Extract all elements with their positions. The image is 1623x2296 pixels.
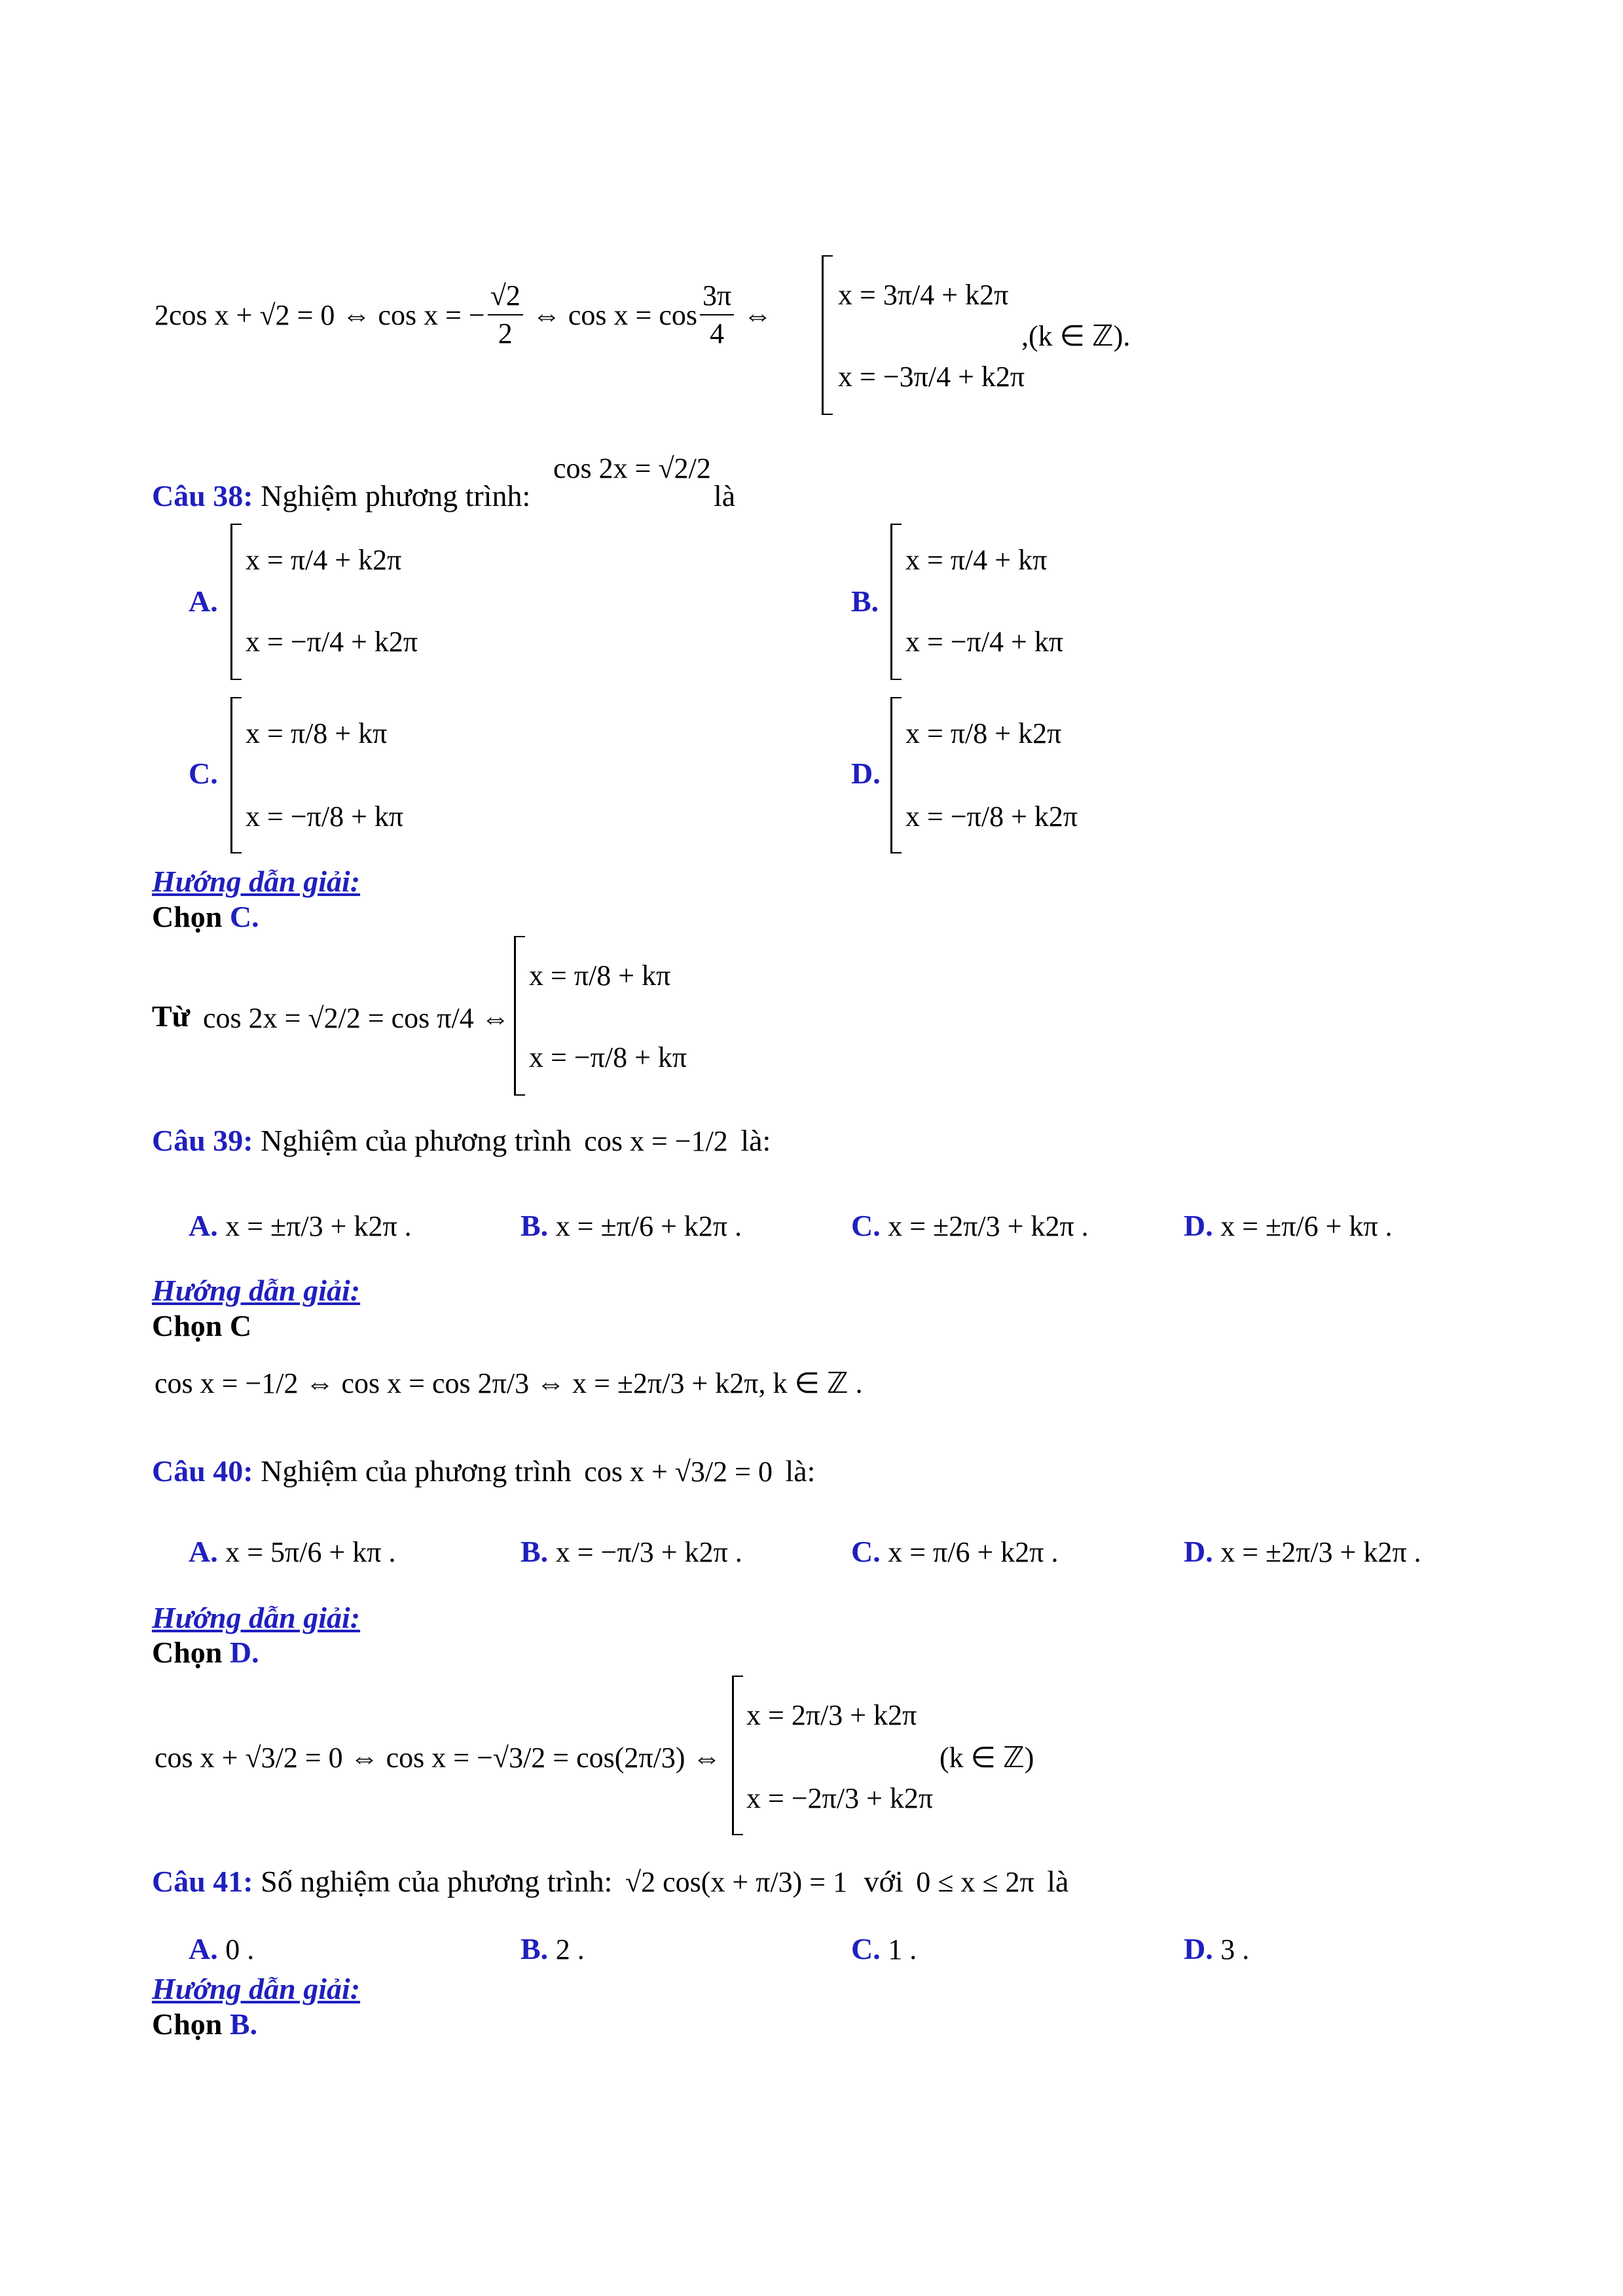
q38-option-c-case-1[interactable]: x = π/8 + kπ [246,717,388,749]
q41-label: Câu 41: [152,1865,253,1898]
q38-option-d-bracket [890,697,902,853]
q37-lhs: 2cos x + √2 = 0 ⇔ cos x = − [155,298,485,331]
q39-text: Nghiệm của phương trình [261,1124,572,1157]
q39-option-b[interactable]: B. x = ±π/6 + k2π . [520,1209,742,1242]
q40-guide-heading: Hướng dẫn giải: [152,1601,361,1634]
q40-tail: là: [785,1454,816,1488]
q41-option-b[interactable]: B. 2 . [520,1932,585,1965]
q39-choice: Chọn C [152,1309,252,1342]
q39-option-d[interactable]: D. x = ±π/6 + kπ . [1184,1209,1393,1242]
q38-answer: C. [229,900,259,933]
q40-option-c[interactable]: C. x = π/6 + k2π . [851,1535,1059,1568]
q40-option-a[interactable]: A. x = 5π/6 + kπ . [189,1535,396,1568]
q37-tail: ,(k ∈ ℤ). [1021,320,1131,352]
q38-solution-eq: cos 2x = √2/2 = cos π/4 ⇔ [203,1002,510,1034]
q38-option-a-case-1[interactable]: x = π/4 + k2π [246,544,402,576]
q38-option-a-bracket [230,524,242,680]
q37-arrow: ⇔ [743,298,773,331]
q41-option-a[interactable]: A. 0 . [189,1932,255,1965]
q41-cond-word: với [864,1865,903,1898]
q37-fraction-1: $\frac{√2}{2}$ [488,281,523,348]
q40-label: Câu 40: [152,1454,253,1488]
q38-option-a-label[interactable]: A. [189,584,218,618]
q38-solution-bracket [514,936,525,1096]
q40-answer: D. [229,1636,259,1669]
q38-guide-heading: Hướng dẫn giải: [152,865,361,898]
q38-option-a-case-2[interactable]: x = −π/4 + k2π [246,626,418,658]
q39-solution: cos x = −1/2 ⇔ cos x = cos 2π/3 ⇔ x = ±2π/3 + k2π, k ∈ ℤ . [155,1367,863,1399]
q38-equation: cos 2x = √2/2 [553,452,711,484]
q38-solution-case-2: x = −π/8 + kπ [529,1041,687,1073]
q38-option-b-label[interactable]: B. [851,584,879,618]
q38-option-c-case-2[interactable]: x = −π/8 + kπ [246,800,404,833]
q41-answer: B. [229,2007,258,2041]
q39-option-a[interactable]: A. x = ±π/3 + k2π . [189,1209,412,1242]
q38-option-b-case-1[interactable]: x = π/4 + kπ [905,544,1048,576]
q39-equation: cos x = −1/2 [584,1125,728,1157]
q38-tail: là [714,479,736,512]
q38-label: Câu 38: [152,479,253,512]
q39-option-c[interactable]: C. x = ±2π/3 + k2π . [851,1209,1089,1242]
q41-equation: √2 cos(x + π/3) = 1 [625,1866,848,1898]
q40-question [152,1456,815,1486]
q40-equation: cos x + √3/2 = 0 [584,1456,773,1488]
q38-text: Nghiệm phương trình: [261,479,531,512]
q41-tail: là [1047,1865,1069,1898]
q41-question [152,1867,1068,1897]
q38-question [152,481,530,511]
q41-choice: Chọn B. [152,2007,258,2041]
q37-case-1: x = 3π/4 + k2π [838,279,1009,311]
q38-option-b-bracket [890,524,902,680]
q40-option-b[interactable]: B. x = −π/3 + k2π . [520,1535,742,1568]
q40-choice: Chọn D. [152,1636,259,1669]
q41-option-c[interactable]: C. 1 . [851,1932,917,1965]
q38-choice: Chọn C. [152,900,259,933]
q38-solution-case-1: x = π/8 + kπ [529,960,671,992]
q38-option-d-case-1[interactable]: x = π/8 + k2π [905,717,1062,749]
q39-question [152,1126,771,1156]
q41-guide-heading: Hướng dẫn giải: [152,1972,361,2005]
q41-text: Số nghiệm của phương trình: [261,1865,613,1898]
q39-label: Câu 39: [152,1124,253,1157]
q40-solution-case-1: x = 2π/3 + k2π [746,1699,917,1731]
q38-option-d-case-2[interactable]: x = −π/8 + k2π [905,800,1078,833]
q38-option-d-label[interactable]: D. [851,757,881,790]
q39-tail: là: [740,1124,771,1157]
q40-solution-tail: (k ∈ ℤ) [939,1742,1034,1774]
q40-solution-bracket [732,1676,743,1835]
q41-option-d[interactable]: D. 3 . [1184,1932,1250,1965]
q38-option-c-label[interactable]: C. [189,757,218,790]
q38-option-b-case-2[interactable]: x = −π/4 + kπ [905,626,1064,658]
q37-solution-line [155,281,772,348]
q38-solution-prefix: Từ [152,999,191,1033]
q40-option-d[interactable]: D. x = ±2π/3 + k2π . [1184,1535,1421,1568]
q38-option-c-bracket [230,697,242,853]
q37-fraction-2: $\frac{3\pi}{4}$ [700,281,734,348]
q37-mid: ⇔ cos x = cos [532,298,697,331]
q40-text: Nghiệm của phương trình [261,1454,572,1488]
q40-solution-case-2: x = −2π/3 + k2π [746,1782,934,1814]
q37-case-bracket [822,255,833,415]
q37-case-2: x = −3π/4 + k2π [838,361,1025,393]
q39-guide-heading: Hướng dẫn giải: [152,1274,361,1307]
q40-solution-eq: cos x + √3/2 = 0 ⇔ cos x = −√3/2 = cos(2π/3) ⇔ [155,1742,721,1774]
q41-condition: 0 ≤ x ≤ 2π [916,1866,1034,1898]
